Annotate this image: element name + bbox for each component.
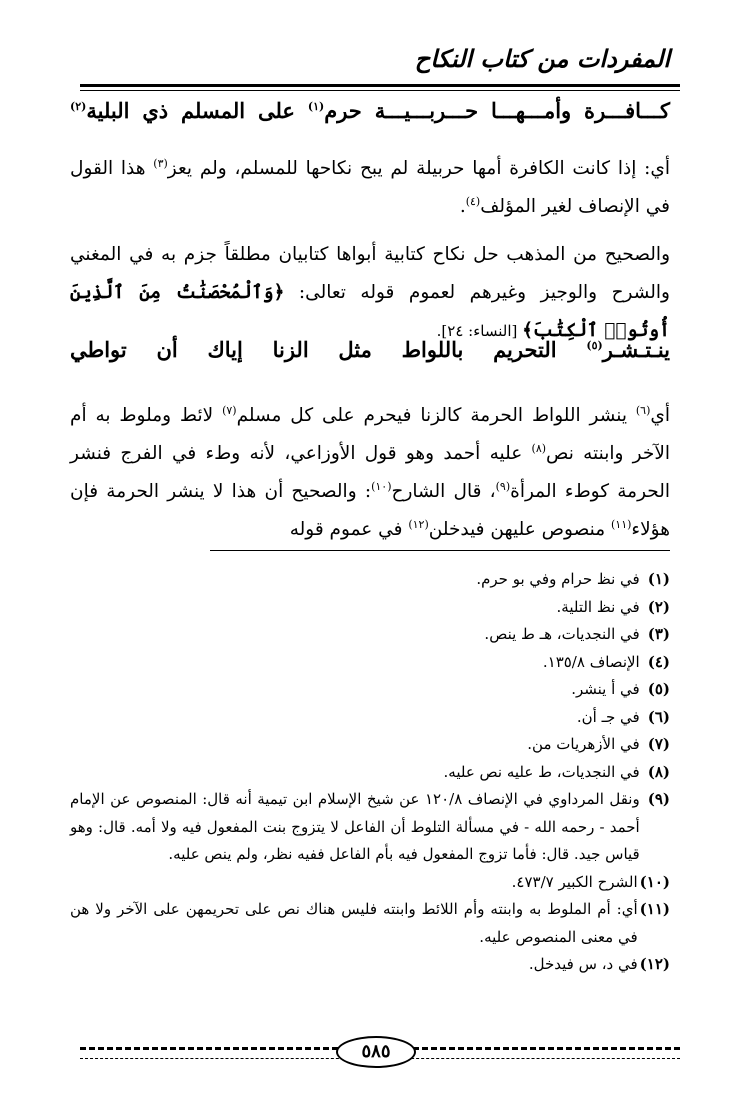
footnote-ref: (٨) (531, 441, 547, 455)
footnote-ref: (٩) (495, 479, 511, 493)
text-run: عليه أحمد وهو قول الأوزاعي، لأنه وطء في الفرج فنشر الحرمة كوطء المرأة (70, 443, 671, 502)
footnote (70, 704, 670, 732)
verse-word: حرم (324, 98, 362, 123)
footnote-ref: (٧) (222, 403, 237, 417)
footnote-number: (١٢) (639, 955, 670, 973)
footnote-number: (١١) (639, 900, 670, 918)
verse-segment: كـــافـــرة وأمـــهـــا حـــربـــيـــة (374, 98, 670, 123)
verse-segment (586, 337, 670, 362)
footnote (70, 731, 670, 759)
header-rule-thin (80, 90, 680, 91)
footnote-ref: (٥) (586, 339, 603, 352)
text-run: . (459, 196, 466, 217)
text-run: : والصحيح أن هذا لا ينشر الحرمة فإن هؤلاء (70, 481, 670, 540)
footnote-number: (٩) (647, 790, 670, 808)
footnote-ref: (١٠) (371, 479, 392, 493)
footnote-ref: (٤) (465, 194, 481, 208)
quran-reference: [النساء: ٢٤]. (436, 322, 523, 340)
verse-word: ينـتـشـر (602, 337, 671, 362)
verse-segment (308, 98, 362, 123)
footnote (70, 676, 670, 704)
footnote (70, 621, 670, 649)
footnote-ref: (٢) (70, 100, 87, 113)
footnote-text: في جـ أن. (576, 707, 640, 726)
footnote-text: الإنصاف ١٣٥/٨. (542, 652, 640, 671)
text-run: أي (650, 405, 670, 426)
verse-line-2 (70, 337, 670, 362)
footnote (70, 566, 670, 594)
footnote-number: (٣) (647, 625, 670, 643)
footnote-text: في أ ينشر. (571, 680, 640, 698)
footnote-number: (٥) (647, 680, 670, 698)
footnote-text: في نظ التلية. (556, 597, 640, 616)
text-run: ينشر اللواط الحرمة كالزنا فيحرم على كل مسلم (236, 405, 636, 426)
footnote-number: (٤) (647, 652, 670, 671)
footnote (70, 869, 670, 897)
text-run: لائط وملوط به أم الآخر وابنته نص (70, 405, 671, 464)
commentary-paragraph (70, 150, 670, 226)
footnote (70, 759, 670, 787)
footnote (70, 951, 670, 979)
footnote-text: في الأزهريات من. (527, 735, 640, 753)
footnote-separator (210, 550, 670, 551)
footnote-number: (٨) (647, 762, 670, 781)
text-run: ، قال الشارح (391, 481, 496, 502)
footnote (70, 786, 670, 869)
text-run: أي: إذا كانت الكافرة أمها حربيلة لم يبح نكاحها للمسلم، ولم يعز (167, 158, 670, 179)
page-number: ٥٨٥ (336, 1036, 416, 1068)
running-header: المفردات من كتاب النكاح (414, 44, 670, 73)
footnote-number: (٧) (647, 735, 670, 753)
verse-line-1 (70, 98, 670, 123)
footnote-text: الشرح الكبير ٤٧٣/٧. (511, 872, 638, 891)
footnote-ref: (١٢) (408, 517, 429, 531)
footnote-text: في نظ حرام وفي بو حرم. (476, 570, 640, 588)
verse-word: على المسلم ذي البلية (86, 98, 295, 123)
footnote-number: (١) (647, 570, 670, 588)
footnote-ref: (١) (307, 100, 325, 113)
footnote-ref: (٦) (635, 403, 651, 417)
footnote-number: (٦) (647, 707, 670, 726)
text-run: في عموم قوله (289, 519, 409, 540)
footnote (70, 594, 670, 622)
text-run: والصحيح من المذهب حل نكاح كتابية أبواها كتابيان مطلقاً جزم به في المغني والشرح والوجيز وغيرهم لعموم قوله تعالى: (70, 244, 670, 303)
footnotes-list (70, 566, 670, 979)
verse-segment: مثل الزنا إياك أن تواطي (70, 337, 372, 362)
footnote-text: في النجديات، هـ ط ينص. (484, 625, 640, 643)
commentary-paragraph (70, 236, 670, 350)
footnote-ref: (٣) (153, 156, 168, 170)
footnote (70, 896, 670, 951)
footnote-ref: (١١) (611, 517, 632, 531)
commentary-paragraph (70, 397, 670, 549)
footnote-text: أي: أم الملوط به وابنته وأم اللائط وابنته فليس هناك نص على تحريمهن على الآخر ولا هن في معنى المنصوص عليه. (70, 900, 638, 946)
verse-segment (70, 98, 295, 123)
footnote-text: في النجديات، ط عليه نص عليه. (443, 762, 640, 781)
footnote-number: (١٠) (639, 872, 670, 891)
footnote (70, 649, 670, 677)
header-rule (80, 84, 680, 87)
quran-quote: ﴿وَٱلْمُحْصَنَٰتُ مِنَ ٱلَّذِينَ أُوتُوا۟ ٱلْكِتَٰبَ﴾ (70, 282, 670, 341)
footnote-text: في د، س فيدخل. (528, 955, 638, 973)
verse-segment: التحريم باللواط (401, 337, 557, 362)
footnote-text: ونقل المرداوي في الإنصاف ١٢٠/٨ عن شيخ الإسلام ابن تيمية أنه قال: المنصوص عن الإمام أحمد - رحمه الله - في مسألة التلوط أن الفاعل لا يتزوج بنت المفعول فيه ولا أمه. قال: وهو قياس جيد. قال: فأما تزوج المفعول فيه بأم الفاعل ففيه نظر، ولم ينص عليه. (70, 790, 640, 863)
text-run: منصوص عليهن فيدخلن (428, 519, 611, 540)
footnote-number: (٢) (647, 597, 670, 616)
text-run: هذا القول في الإنصاف لغير المؤلف (70, 158, 670, 217)
